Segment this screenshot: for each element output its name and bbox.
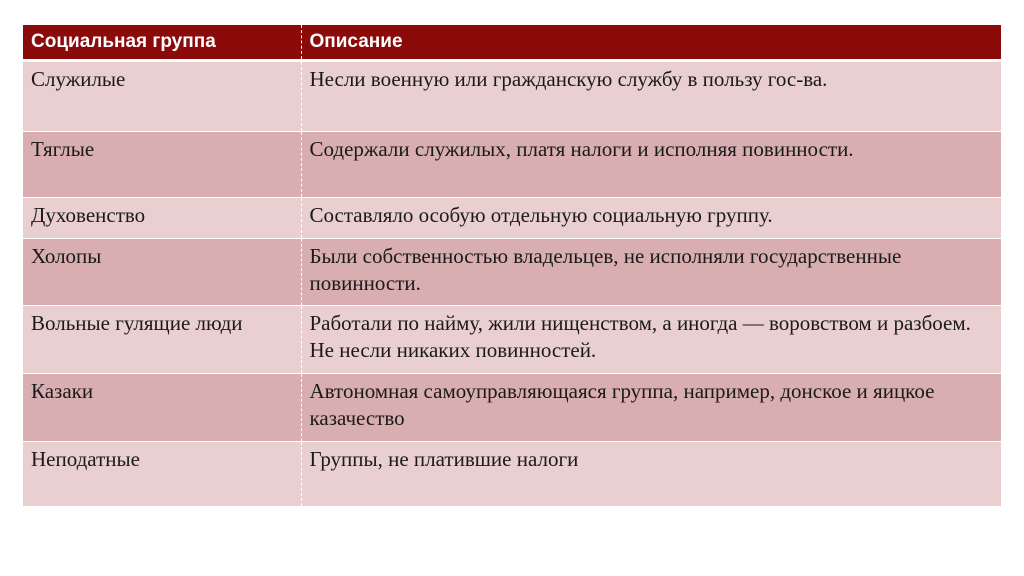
group-cell <box>23 61 301 132</box>
header-description: Описание <box>301 25 1001 61</box>
table-row <box>23 374 1001 442</box>
group-description: Работали по найму, жили нищенством, а иногда — воровством и разбоем. Не несли никаких повинностей. <box>309 311 971 362</box>
group-name: Неподатные <box>31 447 140 471</box>
description-cell <box>301 442 1001 507</box>
header-row <box>23 25 1001 61</box>
group-name: Духовенство <box>31 203 146 227</box>
group-cell <box>23 198 301 239</box>
group-name: Тяглые <box>31 137 95 161</box>
group-name: Вольные гулящие люди <box>31 311 243 335</box>
header-group: Социальная группа <box>23 25 301 61</box>
table-row <box>23 198 1001 239</box>
group-name: Казаки <box>31 379 94 403</box>
table-row <box>23 132 1001 198</box>
description-cell <box>301 374 1001 442</box>
group-cell <box>23 306 301 374</box>
group-cell <box>23 239 301 306</box>
group-description: Группы, не платившие налоги <box>309 447 579 471</box>
group-name: Служилые <box>31 67 126 91</box>
table-row <box>23 442 1001 507</box>
group-description: Составляло особую отдельную социальную группу. <box>309 203 773 227</box>
group-description: Автономная самоуправляющаяся группа, например, донское и яицкое казачество <box>309 379 935 430</box>
social-groups-table <box>23 25 1001 506</box>
group-name: Холопы <box>31 244 102 268</box>
description-cell <box>301 239 1001 306</box>
description-cell <box>301 198 1001 239</box>
group-description: Несли военную или гражданскую службу в пользу гос-ва. <box>309 67 828 91</box>
table-row <box>23 306 1001 374</box>
description-cell <box>301 61 1001 132</box>
group-cell <box>23 374 301 442</box>
table-row <box>23 239 1001 306</box>
group-cell <box>23 132 301 198</box>
group-description: Содержали служилых, платя налоги и исполняя повинности. <box>309 137 854 161</box>
table <box>23 25 1001 506</box>
group-cell <box>23 442 301 507</box>
table-row <box>23 61 1001 132</box>
group-description: Были собственностью владельцев, не исполняли государственные повинности. <box>309 244 902 295</box>
description-cell <box>301 132 1001 198</box>
description-cell <box>301 306 1001 374</box>
